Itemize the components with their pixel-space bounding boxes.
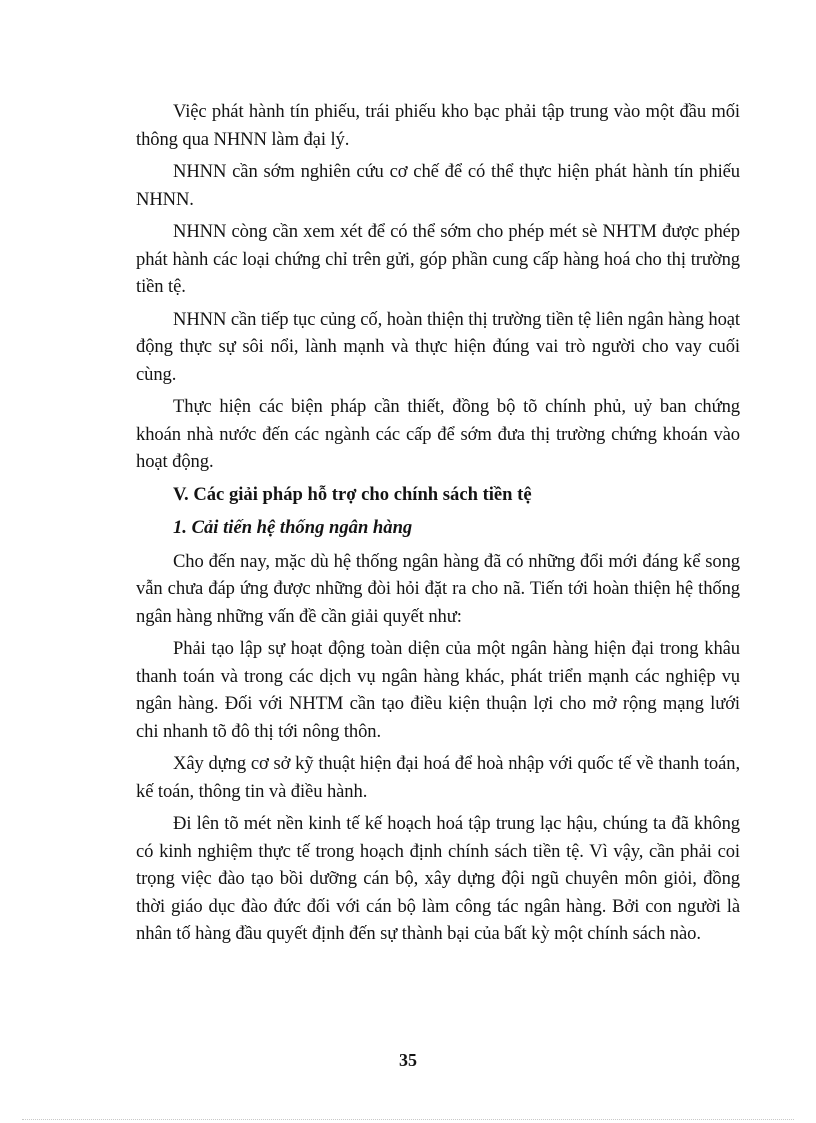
paragraph: Việc phát hành tín phiếu, trái phiếu kho bạc phải tập trung vào một đầu mối thông qua NHNN làm đại lý. (136, 101, 740, 150)
paragraph: NHNN còng cần xem xét để có thể sớm cho phép mét sè NHTM được phép phát hành các loại chứng chỉ trên gửi, góp phần cung cấp hàng hoá cho thị trường tiền tệ. (136, 221, 740, 297)
subsection-heading: 1. Cải tiến hệ thống ngân hàng (173, 517, 413, 538)
page-body (136, 98, 740, 953)
paragraph: NHNN cần sớm nghiên cứu cơ chế để có thể thực hiện phát hành tín phiếu NHNN. (136, 161, 740, 210)
paragraph: Đi lên tõ mét nền kinh tế kế hoạch hoá tập trung lạc hậu, chúng ta đã không có kinh nghiệm thực tế trong hoạch định chính sách tiền tệ. Vì vậy, cần phải coi trọng việc đào tạo bồi dưỡng cán bộ, xây dựng đội ngũ chuyên môn giỏi, đồng thời giáo dục đào đức đối với cán bộ làm công tác ngân hàng. Bởi con người là nhân tố hàng đầu quyết định đến sự thành bại của bất kỳ một chính sách nào. (136, 813, 740, 944)
page-number: 35 (399, 1050, 417, 1070)
paragraph: Phải tạo lập sự hoạt động toàn diện của một ngân hàng hiện đại trong khâu thanh toán và trong các dịch vụ ngân hàng khác, phát triển mạnh các nghiệp vụ ngân hàng. Đối với NHTM cần tạo điều kiện thuận lợi cho mở rộng mạng lưới chi nhanh tõ đô thị tới nông thôn. (136, 638, 740, 742)
paragraph: Xây dựng cơ sở kỹ thuật hiện đại hoá để hoà nhập với quốc tế về thanh toán, kế toán, thông tin và điều hành. (136, 753, 740, 802)
page-bottom-divider (22, 1119, 794, 1120)
paragraph: Thực hiện các biện pháp cần thiết, đồng bộ tõ chính phủ, uỷ ban chứng khoán nhà nước đến các ngành các cấp để sớm đưa thị trường chứng khoán vào hoạt động. (136, 396, 740, 472)
paragraph: NHNN cần tiếp tục củng cố, hoàn thiện thị trường tiền tệ liên ngân hàng hoạt động thực sự sôi nổi, lành mạnh và thực hiện đúng vai trò người cho vay cuối cùng. (136, 308, 740, 385)
section-heading: V. Các giải pháp hỗ trợ cho chính sách tiền tệ (173, 483, 532, 505)
paragraph: Cho đến nay, mặc dù hệ thống ngân hàng đã có những đổi mới đáng kể song vẫn chưa đáp ứng được những đòi hỏi đặt ra cho nã. Tiến tới hoàn thiện hệ thống ngân hàng những vấn đề cần giải quyết như: (136, 550, 740, 627)
